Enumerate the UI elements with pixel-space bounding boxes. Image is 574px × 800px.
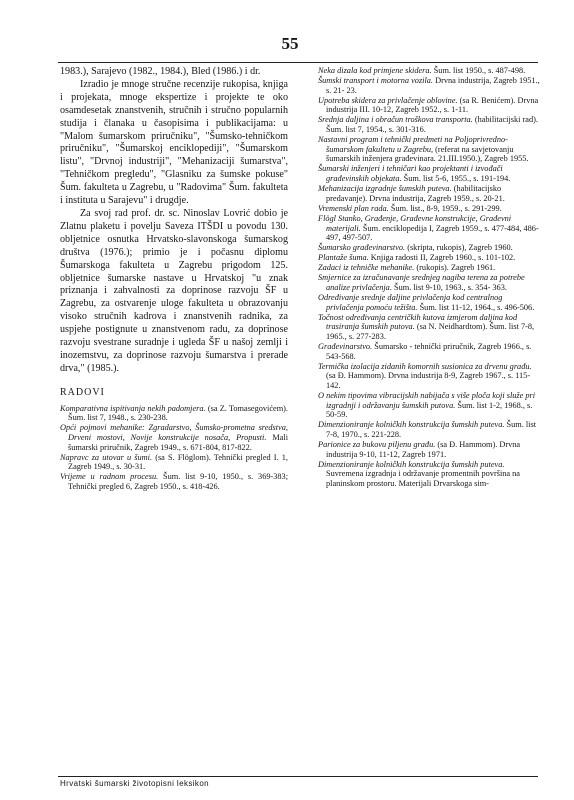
reference-entry [318,362,540,391]
reference-details: Mali šumarski priručnik, Zagreb 1949., s. 671-804, 817-822. [68,432,289,452]
reference-title: Zadaci iz tehničke mehanike. [318,263,415,273]
reference-entry [60,472,288,491]
reference-title: Šumarsko građevinarstvo. [318,243,406,253]
reference-title: Termička izolacija zidanih komornih susionica za drvenu građu. [318,361,532,371]
reference-details: (skripta, rukopis), Zagreb 1960. [407,243,513,253]
reference-entry [318,214,540,243]
reference-details: Šum. enciklopedija I, Zagreb 1959., s. 477-484, 486-497, 497-507. [326,223,539,243]
header-rule [58,62,538,63]
reference-title: O nekim tipovima vibracijskih nabijača s više ploča koji služe pri izgradnji i održavanju šumskih putova. [318,391,536,410]
reference-entry [318,135,540,164]
reference-details: Suvremena izgradnja i održavanje promentnih površina na planinskom prostoru. Materijali Drvarskoga sim- [326,469,520,488]
reference-title: Nastavni program i tehnički predmeti na Poljoprivredno-šumarskom fakultetu u Zagrebu, [318,135,508,154]
reference-title: Šumski transport i motorna vozila. [318,76,434,86]
reference-details: (sa Đ. Hammom). Drvna industrija 8-9, Zagreb 1967., s. 115-142. [326,371,531,390]
reference-details: (sa S. Flöglom). Tehnički pregled I. 1, Zagreb 1949., s. 30-31. [68,452,289,472]
reference-details: (referat na savjetovanju šumarskih inženjera građevinara. 21.III.1950.), Zagreb 1955. [326,144,529,164]
reference-details: (sa Đ. Hammom). Drvna industrija 9-10, 11-12, Zagreb 1971. [326,440,521,459]
reference-details: (sa Z. Tomasegovićem). Šum. list 7, 1948., s. 230-238. [68,403,289,423]
reference-details: (sa N. Neidhardtom). Šum. list 7-8, 1965., s. 277-283. [326,322,535,342]
reference-entry [60,404,288,423]
reference-title: Upotreba skidera za privlačenje oblovine. [318,95,458,105]
reference-title: Šumarski inženjeri i tehničari kao projektanti i izvođači građevinskih objekata. [318,164,503,184]
section-heading: RADOVI [60,386,105,398]
reference-details: Šum. list 1-2, 1968., s. 50-59. [326,400,533,420]
reference-details: Knjiga radosti II, Zagreb 1960., s. 101-102. [370,253,516,263]
reference-details: Šum. list., 8-9, 1959., s. 291-299. [390,203,502,213]
reference-title: Vremenski plan rada. [318,203,389,213]
reference-entry [318,164,540,183]
reference-details: Drvna industrija, Zagreb 1951., s. 21- 23. [326,76,540,95]
reference-entry [318,342,540,361]
footer-rule [58,776,538,777]
reference-title: Smjernice za izračunavanje srednjeg nagiba terena za potrebe analize privlačenja. [318,273,525,293]
reference-entry [318,204,540,214]
reference-list [60,404,288,492]
reference-title: Srednja daljina i obračun troškova transporta. [318,115,473,125]
reference-entry [318,391,540,420]
reference-title: Napravc za utovar u šumi. [60,452,153,462]
paragraph: Za svoj rad prof. dr. sc. Ninoslav Lovrić dobio je Zlatnu plaketu i povelju Saveza ITŠDI u povodu 130. obljetnice osnutka Hrvatsko-slavonskoga šumarskog društva (1976.); primio je i počasnu diplomu Šumarskoga fakulteta u Zagrebu prigodom 125. obljetnice šumarske nastave u Hrvatskoj "u znak priznanja i zahvalnosti za doprinose razvoju ŠF u Zagrebu, za ostvarenje uloge fakulteta u obrazovanju visoko stručnih kadrova i znanstvenih radnika, za uspjehe postignute u znanstvenom radu, za doprinose razvoju svestrane suradnje i ugleda ŠF u našoj zemlji i inozemstvu, za doprinose razvoju šumarstva i prerade drva," (1985.). [60,207,288,374]
reference-details: Šum. list 11-12, 1964., s. 496-506. [419,302,535,312]
reference-title: Flögl Stanko, Građenje, Građevne konstrukcije, Građevni materijali. [318,213,512,233]
reference-entry [60,423,288,452]
reference-entry [318,96,540,115]
reference-entry [318,243,540,253]
reference-title: Parionice za bukovu piljenu građu. [318,440,436,450]
reference-title: Vrijeme u radnom procesu. [60,472,159,482]
reference-details: (rukopis). Zagreb 1961. [416,263,496,273]
reference-title: Točnost određivanja centričkih kutova izmjerom daljina kod trasiranja šumskih putova. [318,312,518,332]
reference-entry [60,453,288,472]
reference-title: Dimenzioniranje kolničkih konstrukcija šumskih puteva. [318,459,505,469]
reference-title: Određivanje srednje daljine privlačenja kod centralnog privlačenja pomoću težišta. [318,293,503,312]
reference-details: (habilitacijsko predavanje). Drvna industrija, Zagreb 1959., s. 20-21. [326,184,505,203]
reference-title: Dimenzioniranje kolničkih konstrukcija šumskih puteva. [318,420,505,430]
reference-entry [318,273,540,292]
reference-entry [318,253,540,263]
reference-entry [318,184,540,203]
reference-details: (habilitacijski rad). Šum. list 7, 1954., s. 301-316. [326,115,538,135]
reference-title: Građevinarstvo. [318,342,373,352]
right-column [318,66,540,489]
reference-details: Šum. list 9-10, 1950., s. 369-383; Tehnički pregled 6, Zagreb 1950., s. 418-426. [68,472,289,491]
reference-entry [318,420,540,439]
reference-entry [318,293,540,312]
reference-details: Šumarsko - tehnički priručnik, Zagreb 1966., s. 543-568. [326,342,532,361]
reference-details: Šum. list 7-8, 1970., s. 221-228. [326,420,537,439]
reference-title: Opći pojmovi mehanike: Zgradarstvo, Šumsko-prometna sredstva, Drveni mostovi, Novije konstrukcije nosača, Propusti. [60,423,288,442]
reference-details: Šum. list 9-10, 1963., s. 354- 363. [393,283,507,293]
reference-title: Plantaže šuma. [318,253,369,263]
reference-entry [318,76,540,95]
paragraph: 1983.), Sarajevo (1982., 1984.), Bled (1986.) i dr. [60,66,261,77]
reference-entry [318,440,540,459]
reference-entry [318,115,540,134]
left-column [60,66,288,492]
reference-details: (sa R. Benićem). Drvna industrija III. 10-12, Zagreb 1952., s. 1-11. [326,95,539,115]
reference-list [318,66,540,489]
page-number: 55 [281,34,299,53]
reference-title: Komparativna ispitivanja nekih padomjera. [60,403,206,413]
reference-entry [318,66,540,76]
reference-title: Neka dizala kod primjene skidera. [318,66,432,75]
paragraph: Izradio je mnoge stručne recenzije rukopisa, knjiga i projekata, mnoge ekspertize i projekte te oko osamdesetak znanstvenih, stručnih i stručno popularnih studija i članaka u časopisima i publikacijama: u "Malom šumarskom priručniku", "Šumsko-tehničkom priručniku", "Šumarskoj enciklopediji", "Šumarskom listu", "Drvnoj industriji", "Mehanizaciji šumarstva", "Tehničkom pregledu", "Glasniku za šumske pokuse" Šum. fakulteta u Zagrebu, u "Radovima" Šum. fakulteta i instituta u Sarajevu" i drugdje. [60,78,288,207]
reference-entry [318,460,540,489]
reference-details: Šum. list 1950., s. 487-498. [433,66,526,75]
reference-title: Mehanizacija izgradnje šumskih puteva. [318,184,452,194]
footer-text: Hrvatski šumarski životopisni leksikon [60,779,210,788]
reference-entry [318,313,540,342]
reference-entry [318,263,540,273]
reference-details: Šum. list 5-6, 1955., s. 191-194. [403,174,511,184]
